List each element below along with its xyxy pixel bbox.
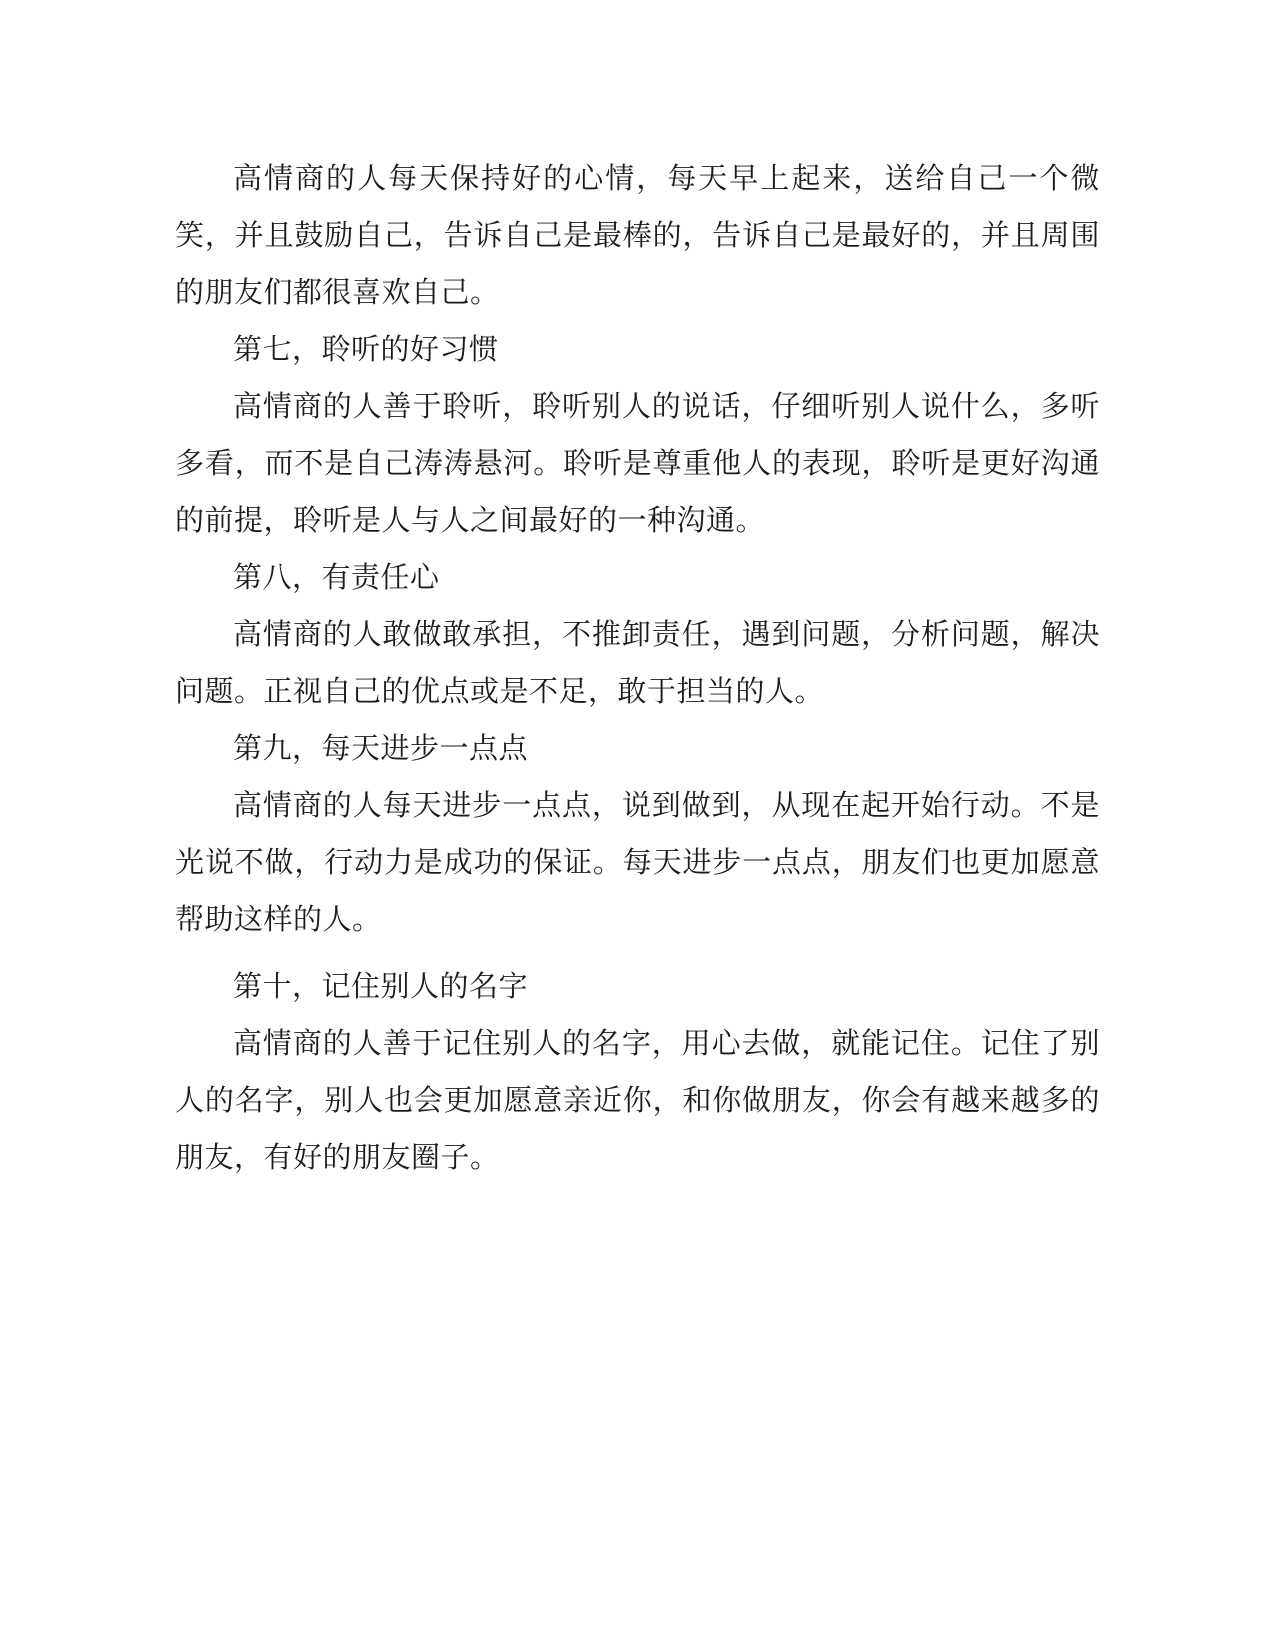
paragraph-body-listening: 高情商的人善于聆听，聆听别人的说话，仔细听别人说什么，多听多看，而不是自己涛涛悬河。聆听是尊重他人的表现，聆听是更好沟通的前提，聆听是人与人之间最好的一种沟通。 — [175, 389, 1100, 537]
heading-seventh-listening: 第七，聆听的好习惯 — [233, 332, 499, 366]
paragraph-body-daily-progress: 高情商的人每天进步一点点，说到做到，从现在起开始行动。不是光说不做，行动力是成功的保证。每天进步一点点，朋友们也更加愿意帮助这样的人。 — [175, 788, 1100, 936]
paragraph-body-daily-mood: 高情商的人每天保持好的心情，每天早上起来，送给自己一个微笑，并且鼓励自己，告诉自己是最棒的，告诉自己是最好的，并且周围的朋友们都很喜欢自己。 — [175, 161, 1100, 309]
heading-eighth-responsibility: 第八，有责任心 — [233, 560, 440, 594]
heading-tenth-remember-names: 第十，记住别人的名字 — [233, 969, 529, 1003]
document-body — [175, 150, 1100, 1186]
paragraph-body-responsibility: 高情商的人敢做敢承担，不推卸责任，遇到问题，分析问题，解决问题。正视自己的优点或是不足，敢于担当的人。 — [175, 617, 1100, 708]
paragraph-body-remember-names: 高情商的人善于记住别人的名字，用心去做，就能记住。记住了别人的名字，别人也会更加愿意亲近你，和你做朋友，你会有越来越多的朋友，有好的朋友圈子。 — [175, 1026, 1100, 1174]
heading-ninth-daily-progress: 第九，每天进步一点点 — [233, 731, 529, 765]
